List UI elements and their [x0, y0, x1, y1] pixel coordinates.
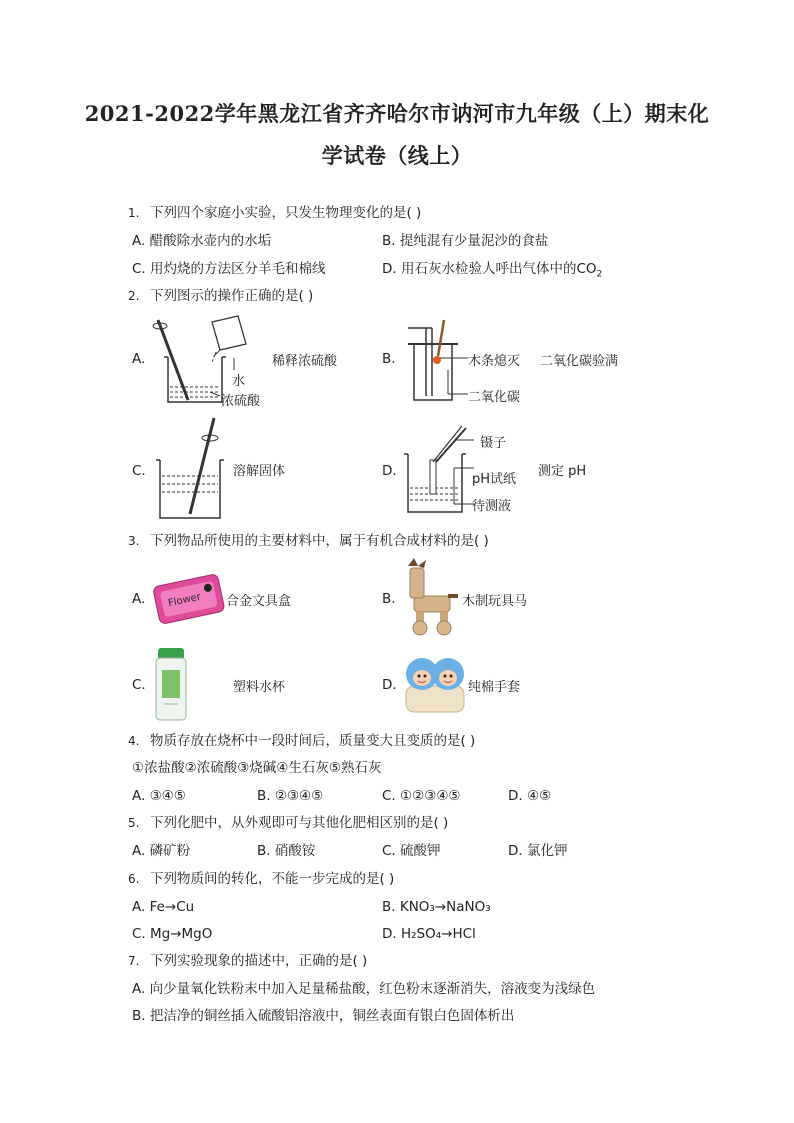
- q4-option-b: B. ②③④⑤: [257, 788, 324, 804]
- q2-option-d-letter: D.: [382, 463, 397, 479]
- q1-option-c: C. 用灼烧的方法区分羊毛和棉线: [132, 261, 326, 277]
- label-tweezers: 镊子: [480, 436, 507, 451]
- q1-option-b: B. 提纯混有少量泥沙的食盐: [382, 233, 549, 249]
- q6-option-c: C. Mg→MgO: [132, 926, 213, 942]
- question-stem: 下列实验现象的描述中，正确的是( ): [150, 953, 368, 969]
- q6-option-d: D. H₂SO₄→HCl: [382, 926, 476, 942]
- question-number: 2.: [128, 289, 140, 303]
- question-stem: 物质存放在烧杯中一段时间后，质量变大且变质的是( ): [150, 733, 476, 749]
- q5-option-a: A. 磷矿粉: [132, 843, 191, 859]
- plastic-cup-image: [154, 646, 190, 722]
- caption-wooden-horse: 木制玩具马: [462, 594, 528, 609]
- question-number: 1.: [128, 206, 140, 220]
- caption-plastic-cup: 塑料水杯: [233, 680, 286, 695]
- question-5: [128, 814, 448, 832]
- pointer-lines: [440, 350, 470, 400]
- q3-option-a-letter: A.: [132, 591, 146, 607]
- q3-option-c-letter: C.: [132, 677, 146, 693]
- pencil-box-text: Flower: [167, 591, 202, 610]
- q1-option-a: A. 醋酸除水壶内的水垢: [132, 233, 272, 249]
- q3-option-b-letter: B.: [382, 591, 396, 607]
- question-3: [128, 532, 489, 550]
- question-stem: 下列化肥中，从外观即可与其他化肥相区别的是( ): [150, 815, 449, 831]
- q5-option-b: B. 硝酸铵: [257, 843, 316, 859]
- label-carbon-dioxide: 二氧化碳: [468, 390, 521, 405]
- q7-option-a: A. 向少量氧化铁粉末中加入足量稀盐酸，红色粉末逐渐消失，溶液变为浅绿色: [132, 981, 596, 997]
- question-number: 6.: [128, 872, 140, 886]
- q4-substance-list: ①浓盐酸②浓硫酸③烧碱④生石灰⑤熟石灰: [132, 760, 382, 776]
- exam-title-line2: 学试卷（线上）: [321, 143, 473, 168]
- q4-option-d: D. ④⑤: [508, 788, 552, 804]
- q1-option-d-text: D. 用石灰水检验人呼出气体中的CO: [382, 261, 597, 277]
- question-stem: 下列四个家庭小实验，只发生物理变化的是( ): [150, 205, 422, 221]
- co2-subscript: 2: [596, 269, 603, 280]
- question-stem: 下列物品所使用的主要材料中，属于有机合成材料的是( ): [150, 533, 489, 549]
- q2-option-c-letter: C.: [132, 463, 146, 479]
- q6-option-b: B. KNO₃→NaNO₃: [382, 899, 491, 915]
- q5-option-d: D. 氯化钾: [508, 843, 568, 859]
- question-7: [128, 952, 367, 970]
- q4-option-c: C. ①②③④⑤: [382, 788, 461, 804]
- wooden-horse-image: [400, 556, 462, 638]
- dissolve-solid-diagram: [150, 414, 230, 524]
- q1-option-d: [382, 260, 602, 284]
- caption-dissolve-solid: 溶解固体: [233, 464, 286, 479]
- caption-cotton-gloves: 纯棉手套: [468, 680, 521, 695]
- cotton-gloves-image: [400, 650, 470, 716]
- caption-alloy-pencil-box: 合金文具盒: [226, 594, 292, 609]
- q4-option-a: A. ③④⑤: [132, 788, 186, 804]
- q6-option-a: A. Fe→Cu: [132, 899, 195, 915]
- label-concentrated-acid: 浓硫酸: [221, 394, 261, 409]
- question-number: 4.: [128, 734, 140, 748]
- question-stem: 下列图示的操作正确的是( ): [150, 288, 314, 304]
- q2-option-b-letter: B.: [382, 351, 396, 367]
- q5-option-c: C. 硫酸钾: [382, 843, 441, 859]
- question-stem: 下列物质间的转化，不能一步完成的是( ): [150, 871, 395, 887]
- caption-co2-full-test: 二氧化碳验满: [540, 354, 619, 369]
- question-4: [128, 732, 475, 750]
- label-water: 水: [232, 374, 246, 389]
- label-stick-extinguished: 木条熄灭: [468, 354, 521, 369]
- exam-title-line1: 2021-2022学年黑龙江省齐齐哈尔市讷河市九年级（上）期末化: [84, 101, 710, 126]
- label-test-liquid: 待测液: [472, 499, 512, 514]
- question-number: 7.: [128, 954, 140, 968]
- label-ph-paper: pH试纸: [472, 472, 517, 487]
- question-2: [128, 287, 313, 305]
- q7-option-b: B. 把洁净的铜丝插入硫酸铝溶液中，铜丝表面有银白色固体析出: [132, 1008, 515, 1024]
- q2-option-a-letter: A.: [132, 351, 146, 367]
- pencil-box-image: [150, 566, 228, 634]
- q3-option-d-letter: D.: [382, 677, 397, 693]
- question-1: [128, 204, 421, 222]
- question-6: [128, 870, 394, 888]
- caption-dilute-acid: 稀释浓硫酸: [272, 354, 338, 369]
- caption-measure-ph: 测定 pH: [538, 464, 587, 479]
- question-number: 5.: [128, 816, 140, 830]
- question-number: 3.: [128, 534, 140, 548]
